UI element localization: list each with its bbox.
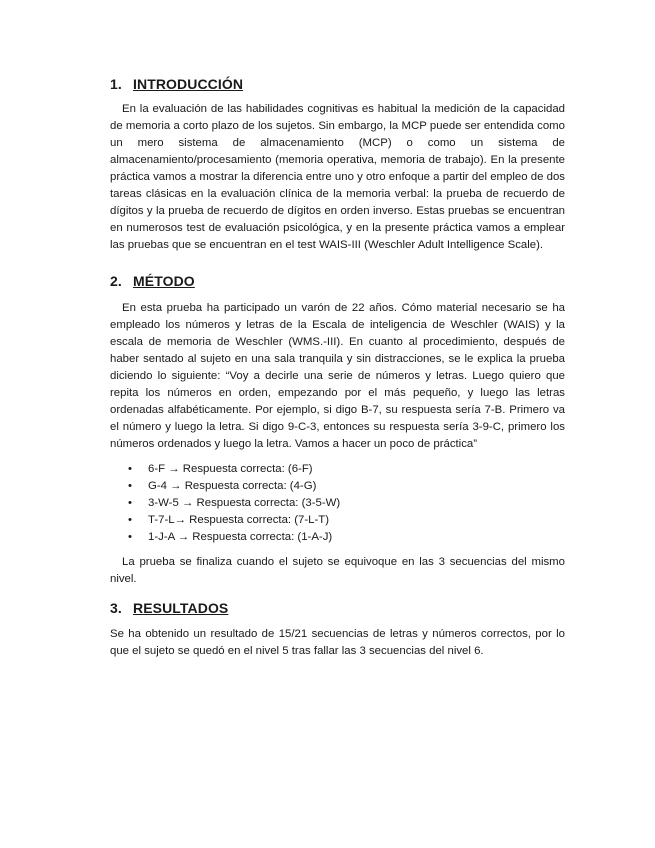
bullet-icon: • (128, 514, 132, 526)
bullet-icon: • (128, 480, 132, 492)
bullet-icon: • (128, 463, 132, 475)
section-heading-resultados (110, 600, 565, 616)
resultados-paragraph: Se ha obtenido un resultado de 15/21 secuencias de letras y números correctos, por lo que el sujeto se quedó en el nivel 5 tras fallar las 3 secuencias del nivel 6. (110, 628, 565, 657)
section-title: INTRODUCCIÓN (133, 76, 244, 92)
bullet-icon: • (128, 497, 132, 509)
section-number: 3. (110, 600, 122, 616)
introduccion-paragraph: En la evaluación de las habilidades cognitivas es habitual la medición de la capacidad de memoria a corto plazo de los sujetos. Sin embargo, la MCP puede ser entendida como un mero sistema de almacenamiento (MCP) o como un sistema de almacenamiento/procesamiento (memoria operativa, memoria de trabajo). En la presente práctica vamos a mostrar la diferencia entre uno y otro enfoque a partir del empleo de dos tareas clásicas en la evaluación clínica de la memoria verbal: la prueba de recuerdo de dígitos y la prueba de recuerdo de dígitos en orden inverso. Estas pruebas se encuentran en numerosos test de evaluación psicológica, y en la presente práctica vamos a emplear las pruebas que se encuentran en el test WAIS-III (Weschler Adult Intelligence Scale). (110, 103, 565, 251)
section-number: 1. (110, 76, 122, 92)
practice-examples-list (110, 461, 565, 546)
section-title: RESULTADOS (133, 600, 229, 616)
list-item: • T-7-L→ Respuesta correcta: (7-L-T) (110, 512, 565, 529)
metodo-paragraph: En esta prueba ha participado un varón de 22 años. Cómo material necesario se ha empleado los números y letras de la Escala de inteligencia de Weschler (WAIS) y la escala de memoria de Weschler (WMS.-III). En cuanto al procedimiento, después de haber sentado al sujeto en una sala tranquila y sin distracciones, se le explica la prueba diciendo lo siguiente: “Voy a decirle una serie de números y letras. Luego quiero que repita los números en orden, empezando por el más pequeño, y luego las letras ordenadas alfabéticamente. Por ejemplo, si digo B-7, su respuesta sería 7-B. Primero va el número y luego la letra. Si digo 9-C-3, entonces su respuesta sería 3-9-C, primero los números ordenados y luego la letra. Vamos a hacer un poco de práctica” (110, 302, 565, 450)
list-item: • 3-W-5 → Respuesta correcta: (3-5-W) (110, 495, 565, 512)
bullet-icon: • (128, 531, 132, 543)
metodo-closing-paragraph: La prueba se finaliza cuando el sujeto se equivoque en las 3 secuencias del mismo nivel. (110, 556, 565, 585)
section-number: 2. (110, 273, 122, 289)
list-item: • 1-J-A → Respuesta correcta: (1-A-J) (110, 529, 565, 546)
section-heading-metodo (110, 273, 565, 289)
section-title: MÉTODO (133, 273, 195, 289)
list-item: • 6-F → Respuesta correcta: (6-F) (110, 461, 565, 478)
list-item: • G-4 → Respuesta correcta: (4-G) (110, 478, 565, 495)
document-body (110, 76, 565, 660)
section-heading-introduccion (110, 76, 565, 92)
